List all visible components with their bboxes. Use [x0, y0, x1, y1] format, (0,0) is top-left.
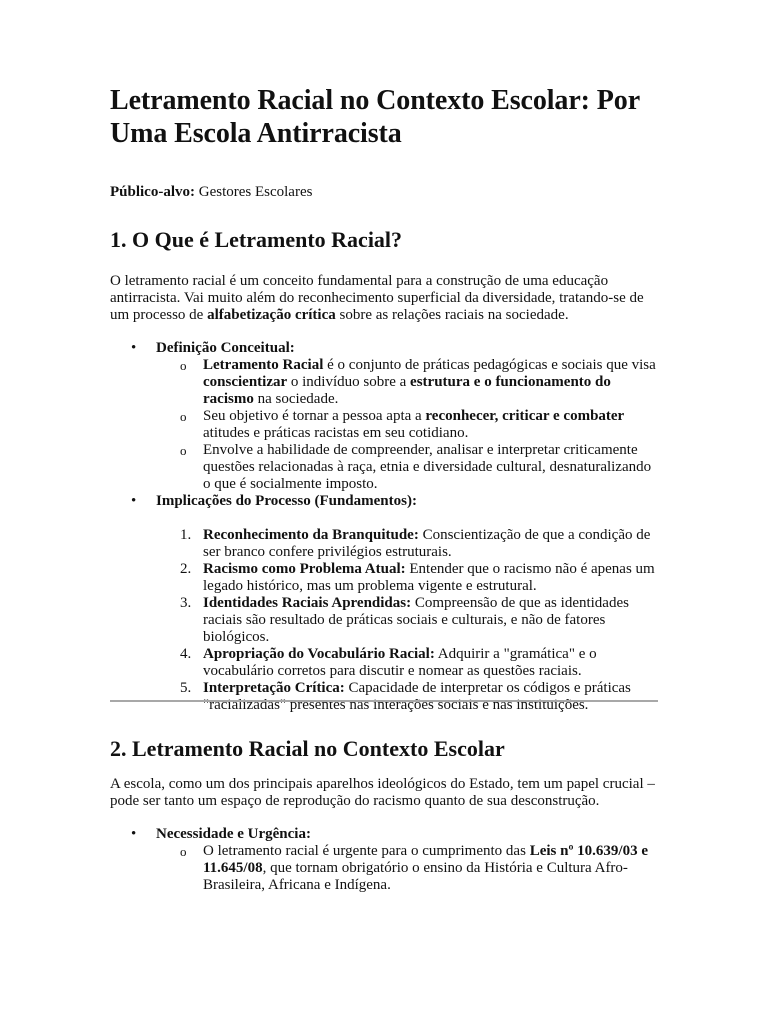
document-page: [110, 84, 660, 893]
urgency-sublist: [156, 843, 660, 894]
numbered-item: 2. Racismo como Problema Atual: Entender que o racismo não é apenas um legado histórico, mas um problema vigente e estrutural.: [180, 561, 655, 594]
circle-bullet-icon: o: [180, 409, 187, 424]
list-item-label: Implicações do Processo (Fundamentos):: [156, 493, 417, 509]
target-audience: [110, 184, 660, 201]
list-item-label: Necessidade e Urgência:: [156, 826, 311, 842]
section-1-intro: [110, 273, 660, 324]
section-1-heading: 1. O Que é Letramento Racial?: [110, 227, 403, 252]
intro-text: O letramento racial é um conceito fundamental para a construção de uma educação antirracista. Vai muito além do reconhecimento superficial da diversidade, tratando-se de um processo de: [110, 273, 644, 323]
list-item: o Seu objetivo é tornar a pessoa apta a reconhecer, criticar e combater atitudes e práticas racistas em seu cotidiano.: [180, 408, 625, 441]
list-item: o Envolve a habilidade de compreender, analisar e interpretar criticamente questões relacionadas à raça, etnia e diversidade cultural, desnaturalizando o que é socialmente imposto.: [180, 442, 652, 492]
bullet-icon: •: [131, 826, 137, 842]
list-item-definition: [110, 340, 660, 493]
item-number: 3.: [180, 595, 192, 611]
list-item-implications: [110, 493, 660, 714]
horizontal-divider: [110, 700, 658, 702]
section-2-bullet-list: [110, 826, 660, 894]
list-item: o Letramento Racial é o conjunto de práticas pedagógicas e sociais que visa conscientizar o indivíduo sobre a estrutura e o funcionamento do racismo na sociedade.: [180, 357, 656, 407]
intro-emphasis: alfabetização crítica: [207, 307, 336, 323]
item-number: 2.: [180, 561, 192, 577]
numbered-item: 1. Reconhecimento da Branquitude: Conscientização de que a condição de ser branco confere privilégios estruturais.: [180, 527, 651, 560]
section-2-heading: 2. Letramento Racial no Contexto Escolar: [110, 736, 505, 761]
numbered-item: 5. Interpretação Crítica: Capacidade de interpretar os códigos e práticas "racializadas" presentes nas interações sociais e nas instituições.: [180, 680, 631, 713]
definition-sublist: [156, 357, 660, 493]
circle-bullet-icon: o: [180, 443, 187, 458]
list-item-urgency: [110, 826, 660, 894]
bullet-icon: •: [131, 340, 137, 356]
circle-bullet-icon: o: [180, 358, 187, 373]
item-number: 1.: [180, 527, 192, 543]
numbered-item: 3. Identidades Raciais Aprendidas: Compreensão de que as identidades raciais são resultado de práticas sociais e culturais, e não de fatores biológicos.: [180, 595, 629, 645]
fundamentos-numbered-list: [156, 527, 660, 714]
section-1-bullet-list: [110, 340, 660, 714]
section-2-intro: A escola, como um dos principais aparelhos ideológicos do Estado, tem um papel crucial – pode ser tanto um espaço de reprodução do racismo quanto de sua desconstrução.: [110, 776, 655, 809]
audience-label: Público-alvo:: [110, 184, 195, 200]
page-title: Letramento Racial no Contexto Escolar: Por Uma Escola Antirracista: [110, 85, 640, 149]
item-number: 4.: [180, 646, 192, 662]
item-number: 5.: [180, 680, 192, 696]
numbered-item: 4. Apropriação do Vocabulário Racial: Adquirir a "gramática" e o vocabulário corretos para discutir e nomear as questões raciais.: [180, 646, 597, 679]
list-item: o O letramento racial é urgente para o cumprimento das Leis nº 10.639/03 e 11.645/08, que tornam obrigatório o ensino da História e Cultura Afro-Brasileira, Africana e Indígena.: [180, 843, 648, 893]
intro-text-end: sobre as relações raciais na sociedade.: [335, 307, 569, 323]
audience-value: Gestores Escolares: [195, 184, 313, 200]
list-item-label: Definição Conceitual:: [156, 340, 295, 356]
section-2: [110, 736, 660, 894]
bullet-icon: •: [131, 493, 137, 509]
circle-bullet-icon: o: [180, 844, 187, 859]
